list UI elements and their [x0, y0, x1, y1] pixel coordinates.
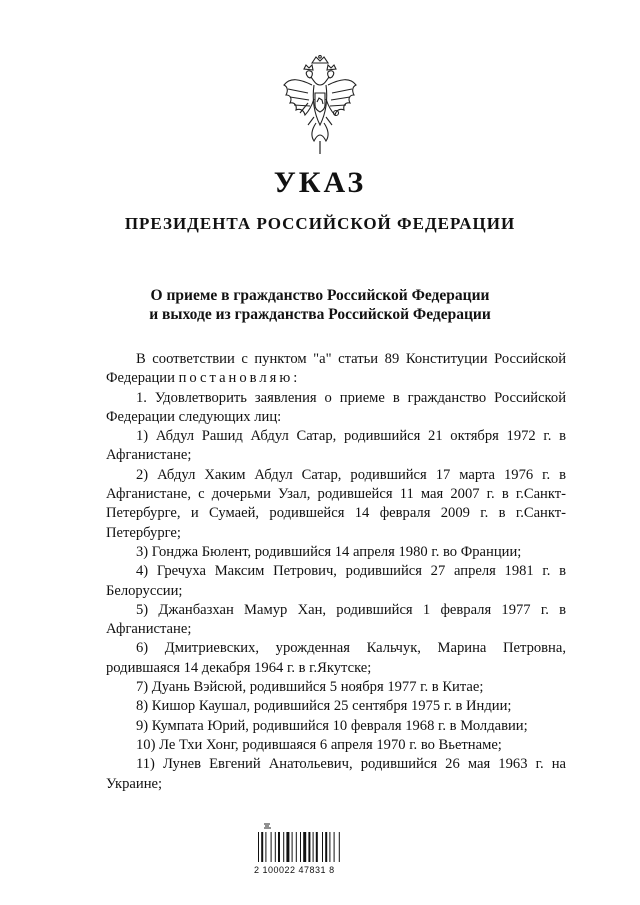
decree-heading-line1: О приеме в гражданство Российской Федерации — [150, 287, 490, 304]
barcode-bar — [292, 832, 293, 862]
barcode-bar — [278, 832, 280, 862]
barcode-bar — [339, 832, 340, 862]
page-subtitle: ПРЕЗИДЕНТА РОССИЙСКОЙ ФЕДЕРАЦИИ — [124, 214, 516, 233]
decree-heading — [0, 286, 640, 324]
barcode-bar — [283, 832, 284, 862]
list-item: 2) Абдул Хаким Абдул Сатар, родившийся 17 марта 1976 г. в Афганистане, с дочерьми Узал, родившейся 11 мая 2007 г. в г.Санкт-Петербурге, и Сумаей, родившейся 14 февраля 2009 г. в г.Санкт-Петербурге; — [106, 466, 566, 541]
list-item: 11) Лунев Евгений Анатольевич, родившийся 26 мая 1963 г. на Украине; — [106, 756, 566, 792]
russian-coat-of-arms-icon — [278, 55, 362, 155]
barcode-bar — [322, 832, 323, 862]
list-item: 3) Гонджа Бюлент, родившийся 14 апреля 1980 г. во Франции; — [136, 543, 522, 560]
list-item: 6) Дмитриевских, урожденная Кальчук, Марина Петровна, родившаяся 14 декабря 1964 г. в г.Якутске; — [106, 640, 566, 676]
clause-1: 1. Удовлетворить заявления о приеме в гражданство Российской Федерации следующих лиц: — [106, 389, 566, 425]
barcode-bar — [265, 832, 266, 862]
barcode-bar — [334, 832, 335, 862]
barcode-bar — [296, 832, 297, 862]
page-title: УКАЗ — [273, 166, 367, 199]
barcode-bar — [329, 832, 330, 862]
barcode-bar — [325, 832, 327, 862]
preamble-paragraph — [106, 350, 566, 389]
barcode-bar — [258, 832, 259, 862]
barcode-bar — [316, 832, 318, 862]
list-item: 4) Гречуха Максим Петрович, родившийся 27 апреля 1981 г. в Белоруссии; — [106, 563, 566, 599]
decree-body — [106, 350, 566, 794]
decree-heading-line2: и выходе из гражданства Российской Федерации — [149, 306, 491, 323]
list-item: 5) Джанбазхан Мамур Хан, родившийся 1 февраля 1977 г. в Афганистане; — [106, 601, 566, 638]
preamble-text: В соответствии с пунктом "а" статьи 89 Конституции Российской Федерации — [106, 351, 566, 387]
barcode-block — [254, 822, 374, 882]
list-item: 7) Дуань Вэйсюй, родившийся 5 ноября 1977 г. в Китае; — [136, 679, 484, 696]
barcode-number: 2 100022 47831 8 — [254, 865, 335, 875]
barcode-bar — [261, 832, 263, 862]
barcode-bar — [313, 832, 314, 862]
barcode-icon — [254, 822, 364, 864]
barcode-bar — [271, 832, 272, 862]
barcode-bar — [303, 832, 306, 862]
barcode-bar — [286, 832, 289, 862]
list-item: 10) Ле Тхи Хонг, родившаяся 6 апреля 1970 г. во Вьетнаме; — [136, 736, 502, 753]
barcode-bar — [300, 832, 301, 862]
list-item: 1) Абдул Рашид Абдул Сатар, родившийся 21 октября 1972 г. в Афганистане; — [106, 428, 566, 464]
barcode-bar — [308, 832, 310, 862]
barcode-bar — [275, 832, 276, 862]
list-item: 8) Кишор Каушал, родившийся 25 сентября 1975 г. в Индии; — [136, 698, 512, 715]
preamble-keyword: постановляю: — [178, 370, 301, 387]
list-item: 9) Кумпата Юрий, родившийся 10 февраля 1968 г. в Молдавии; — [136, 717, 528, 734]
